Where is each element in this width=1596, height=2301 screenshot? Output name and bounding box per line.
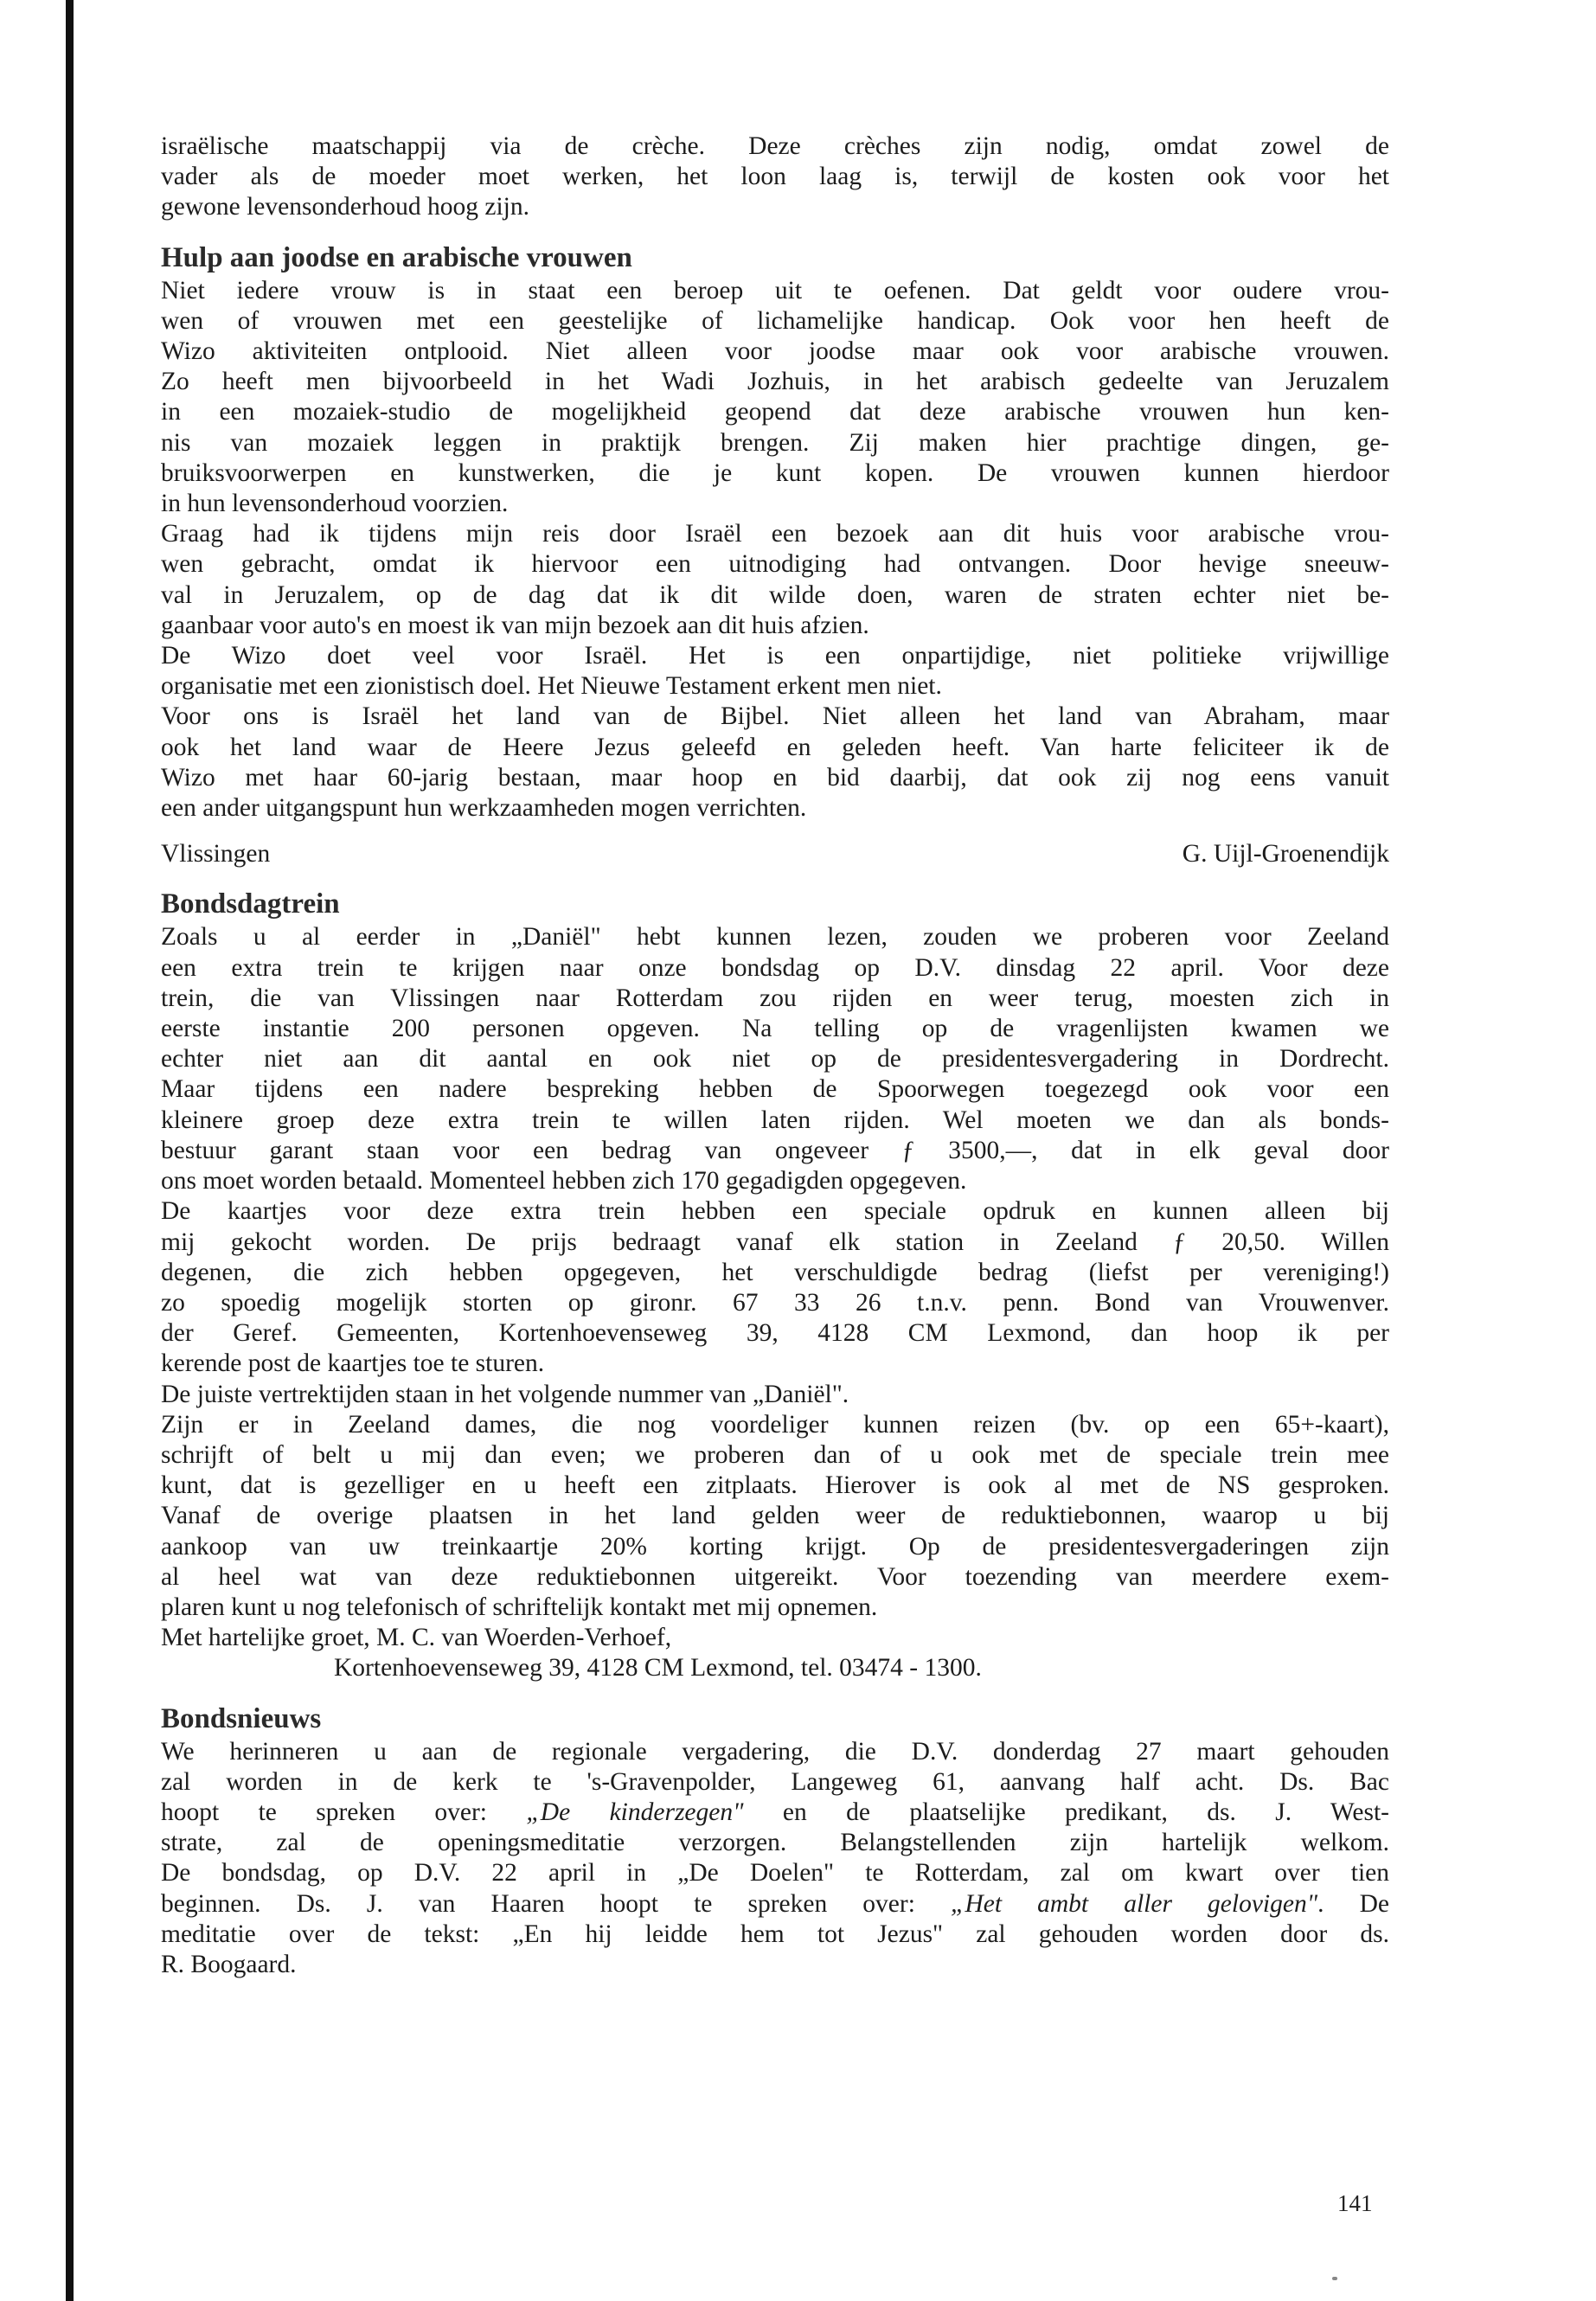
text-line: Met hartelijke groet, M. C. van Woerden-Verhoef, [161, 1624, 672, 1652]
author-signature: G. Uijl-Groenendijk [1182, 840, 1389, 868]
text-line: Voor ons is Israël het land van de Bijbel. Niet alleen het land van Abraham, maar [161, 702, 1389, 731]
text-line: in een mozaiek-studio de mogelijkheid geopend dat deze arabische vrouwen hun ken- [161, 398, 1389, 426]
sender-address: Kortenhoevenseweg 39, 4128 CM Lexmond, tel. 03474 - 1300. [334, 1654, 982, 1682]
text-line: een extra trein te krijgen naar onze bondsdag op D.V. dinsdag 22 april. Voor deze [161, 953, 1389, 982]
text-line: gaanbaar voor auto's en moest ik van mijn bezoek aan dit huis afzien. [161, 611, 869, 639]
text-line: kerende post de kaartjes toe te sturen. [161, 1349, 545, 1378]
text-line: mij gekocht worden. De prijs bedraagt vanaf elk station in Zeeland ƒ 20,50. Willen [161, 1227, 1389, 1256]
sermon-title: „De kinderzegen" [526, 1798, 744, 1826]
text-line: plaren kunt u nog telefonisch of schriftelijk kontakt met mij opnemen. [161, 1593, 878, 1621]
section-hulp-body [161, 276, 1389, 824]
text-line: Graag had ik tijdens mijn reis door Israël een bezoek aan dit huis voor arabische vrou- [161, 520, 1389, 548]
text-line: in hun levensonderhoud voorzien. [161, 490, 509, 518]
text-line: organisatie met een zionistisch doel. Het Nieuwe Testament erkent men niet. [161, 672, 942, 701]
text-line: Wizo met haar 60-jarig bestaan, maar hoop en bid daarbij, dat ook zij nog eens vanuit [161, 763, 1389, 792]
text-line: degenen, die zich hebben opgegeven, het verschuldigde bedrag (liefst per vereniging!) [161, 1258, 1389, 1286]
text-line: aankoop van uw treinkaartje 20% korting krijgt. Op de presidentesvergaderingen zijn [161, 1532, 1389, 1561]
text-line: Wizo aktiviteiten ontplooid. Niet alleen voor joodse maar ook voor arabische vrouwen. [161, 337, 1389, 366]
text-fragment: . De [1317, 1889, 1389, 1918]
text-line: De juiste vertrektijden staan in het volgende nummer van „Daniël". [161, 1380, 849, 1408]
text-line: een ander uitgangspunt hun werkzaamheden mogen verrichten. [161, 794, 807, 823]
text-line: wen of vrouwen met een geestelijke of lichamelijke handicap. Ook voor hen heeft de [161, 306, 1389, 335]
intro-paragraph [161, 131, 1389, 223]
text-line: R. Boogaard. [161, 1950, 297, 1978]
text-line: meditatie over de tekst: „En hij leidde hem tot Jezus" zal gehouden worden door ds. [161, 1920, 1389, 1948]
section-heading-bondsdagtrein: Bondsdagtrein [161, 888, 340, 920]
text-line: schrijft of belt u mij dan even; we proberen dan of u ook met de speciale trein mee [161, 1440, 1389, 1469]
text-line: Vanaf de overige plaatsen in het land gelden weer de reduktiebonnen, waarop u bij [161, 1502, 1389, 1530]
section-bondsnieuws-body [161, 1737, 1389, 1981]
text-line: wen gebracht, omdat ik hiervoor een uitnodiging had ontvangen. Door hevige sneeuw- [161, 550, 1389, 579]
text-line: We herinneren u aan de regionale vergadering, die D.V. donderdag 27 maart gehouden [161, 1737, 1389, 1766]
text-line: nis van mozaiek leggen in praktijk brengen. Zij maken hier prachtige dingen, ge- [161, 428, 1389, 457]
text-line: strate, zal de openingsmeditatie verzorgen. Belangstellenden zijn hartelijk welkom. [161, 1829, 1389, 1857]
text-line: Zoals u al eerder in „Daniël" hebt kunnen lezen, zouden we proberen voor Zeeland [161, 923, 1389, 952]
text-line: bruiksvoorwerpen en kunstwerken, die je kunt kopen. De vrouwen kunnen hierdoor [161, 458, 1389, 487]
signature-row [161, 839, 1389, 869]
text-line: bestuur garant staan voor een bedrag van ongeveer ƒ 3500,—, dat in elk geval door [161, 1136, 1389, 1164]
text-line: vader als de moeder moet werken, het loon laag is, terwijl de kosten ook voor het [161, 163, 1389, 191]
text-line: ook het land waar de Heere Jezus geleefd en geleden heeft. Van harte feliciteer ik de [161, 733, 1389, 761]
text-line: Maar tijdens een nadere bespreking hebben de Spoorwegen toegezegd ook voor een [161, 1075, 1389, 1104]
text-fragment: beginnen. Ds. J. van Haaren hoopt te spreken over: [161, 1889, 952, 1918]
text-line: De Wizo doet veel voor Israël. Het is een onpartijdige, niet politieke vrijwillige [161, 642, 1389, 670]
text-line: Niet iedere vrouw is in staat een beroep uit te oefenen. Dat geldt voor oudere vrou- [161, 276, 1389, 304]
scan-edge [0, 0, 78, 2301]
section-heading-hulp: Hulp aan joodse en arabische vrouwen [161, 241, 632, 273]
text-line [161, 1889, 1389, 1920]
page-number: 141 [1337, 2190, 1373, 2216]
page-body [161, 131, 1389, 1980]
text-line: zal worden in de kerk te 's-Gravenpolder, Langeweg 61, aanvang half acht. Ds. Bac [161, 1767, 1389, 1796]
text-line: Zo heeft men bijvoorbeeld in het Wadi Jozhuis, in het arabisch gedeelte van Jeruzalem [161, 368, 1389, 396]
text-fragment: hoopt te spreken over: [161, 1798, 527, 1826]
text-line: kleinere groep deze extra trein te willen laten rijden. Wel moeten we dan als bonds- [161, 1106, 1389, 1134]
text-line: De kaartjes voor deze extra trein hebben een speciale opdruk en kunnen alleen bij [161, 1197, 1389, 1226]
section-bondsdagtrein-body [161, 922, 1389, 1683]
place-name: Vlissingen [161, 840, 271, 868]
text-line: gewone levensonderhoud hoog zijn. [161, 193, 530, 221]
text-line: zo spoedig mogelijk storten op gironr. 67 33 26 t.n.v. penn. Bond van Vrouwenver. [161, 1288, 1389, 1317]
text-line: trein, die van Vlissingen naar Rotterdam zou rijden en weer terug, moesten zich in [161, 984, 1389, 1012]
text-line: al heel wat van deze reduktiebonnen uitgereikt. Voor toezending van meerdere exem- [161, 1562, 1389, 1591]
text-line: val in Jeruzalem, op de dag dat ik dit wilde doen, waren de straten echter niet be- [161, 580, 1389, 609]
text-line [161, 1798, 1389, 1828]
text-line: kunt, dat is gezelliger en u heeft een zitplaats. Hierover is ook al met de NS gesproken. [161, 1471, 1389, 1500]
text-line: echter niet aan dit aantal en ook niet op de presidentesvergadering in Dordrecht. [161, 1045, 1389, 1074]
text-line: der Geref. Gemeenten, Kortenhoevenseweg 39, 4128 CM Lexmond, dan hoop ik per [161, 1319, 1389, 1348]
text-line: ons moet worden betaald. Momenteel hebben zich 170 gegadigden opgegeven. [161, 1167, 967, 1195]
text-line: israëlische maatschappij via de crèche. Deze crèches zijn nodig, omdat zowel de [161, 132, 1389, 160]
section-heading-bondsnieuws: Bondsnieuws [161, 1702, 322, 1734]
scan-speck [1332, 2277, 1337, 2280]
text-line: De bondsdag, op D.V. 22 april in „De Doelen" te Rotterdam, zal om kwart over tien [161, 1859, 1389, 1888]
text-fragment: en de plaatselijke predikant, ds. J. West- [743, 1798, 1389, 1826]
sermon-title: „Het ambt aller gelovigen" [951, 1889, 1318, 1918]
text-line: Zijn er in Zeeland dames, die nog voordeliger kunnen reizen (bv. op een 65+-kaart), [161, 1410, 1389, 1439]
text-line: eerste instantie 200 personen opgeven. Na telling op de vragenlijsten kwamen we [161, 1015, 1389, 1043]
